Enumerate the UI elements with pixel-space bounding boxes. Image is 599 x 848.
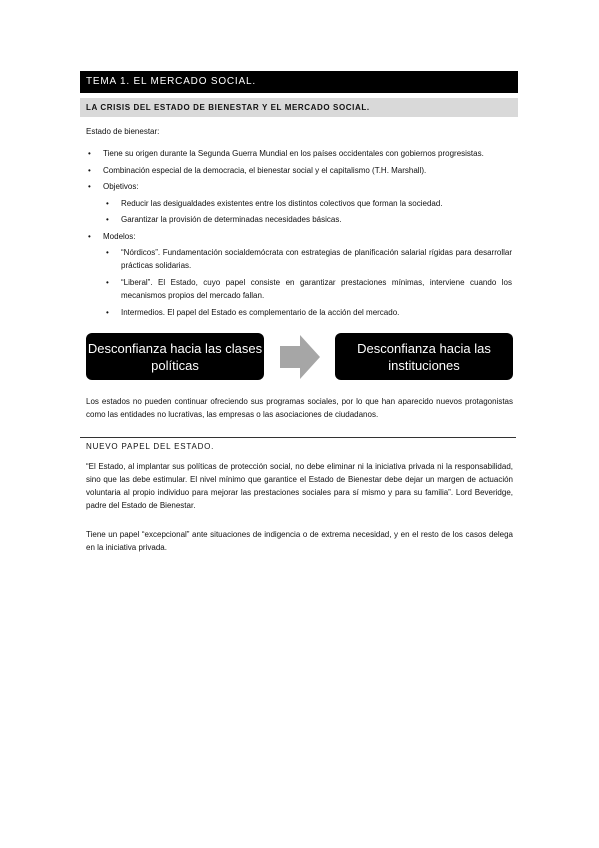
bullet-icon: •: [106, 198, 109, 208]
paragraph: Los estados no pueden continuar ofreciendo sus programas sociales, por lo que han aparecido nuevos protagonistas como las entidades no lucrativas, las empresas o las asociaciones de ciudadanos.: [86, 397, 513, 419]
section-title: TEMA 1. EL MERCADO SOCIAL.: [80, 71, 518, 93]
sub-list-item: • Garantizar la provisión de determinadas necesidades básicas.: [104, 214, 512, 227]
sub-list-item: • Intermedios. El papel del Estado es complementario de la acción del mercado.: [104, 307, 512, 320]
section-heading: NUEVO PAPEL DEL ESTADO.: [86, 442, 215, 451]
flow-box-left: Desconfianza hacia las clases políticas: [86, 333, 264, 380]
bullet-icon: •: [88, 149, 91, 158]
right-arrow-icon: [280, 335, 320, 379]
quote-paragraph: “El Estado, al implantar sus políticas de protección social, no debe eliminar ni la iniciativa privada ni la responsabilidad, sino que las debe estimular. El nivel mínimo que garantice el Estado de Bienestar debe dejar un margen de actuación voluntaria al propio individuo para mejorar las prestaciones sociales para sí mismo y para su familia”. Lord Beveridge, padre del Estado de Bienestar.: [86, 462, 513, 510]
flow-diagram: [86, 333, 513, 381]
bullet-icon: •: [88, 231, 91, 241]
bullet-icon: •: [106, 278, 109, 287]
bullet-icon: •: [88, 182, 91, 191]
bullet-icon: •: [106, 308, 109, 317]
sub-list-item: • Reducir las desigualdades existentes entre los distintos colectivos que forman la sociedad.: [104, 198, 512, 211]
list-item: • Modelos:: [86, 231, 512, 244]
bullet-icon: •: [88, 165, 91, 175]
list-item: • Objetivos:: [86, 181, 512, 194]
bullet-list: [86, 148, 512, 324]
flow-box-right: Desconfianza hacia las instituciones: [335, 333, 513, 380]
bullet-icon: •: [106, 215, 109, 224]
bullet-icon: •: [106, 248, 109, 257]
list-item: • Tiene su origen durante la Segunda Guerra Mundial en los países occidentales con gobiernos progresistas.: [86, 148, 512, 161]
paragraph: Tiene un papel “excepcional” ante situaciones de indigencia o de extrema necesidad, y en el resto de los casos delega en la iniciativa privada.: [86, 530, 513, 552]
divider: [80, 437, 516, 438]
sub-list-item: • “Nórdicos”. Fundamentación socialdemócrata con estrategias de planificación salarial rígidas para desarrollar prácticas solidarias.: [106, 248, 512, 270]
section-subtitle: LA CRISIS DEL ESTADO DE BIENESTAR Y EL MERCADO SOCIAL.: [80, 98, 518, 117]
list-item: • Combinación especial de la democracia, el bienestar social y el capitalismo (T.H. Marshall).: [86, 165, 512, 178]
sub-list-item: • “Liberal”. El Estado, cuyo papel consiste en garantizar prestaciones mínimas, interviene cuando los mecanismos propios del mercado fallan.: [106, 278, 512, 300]
intro-heading: Estado de bienestar:: [86, 127, 160, 136]
